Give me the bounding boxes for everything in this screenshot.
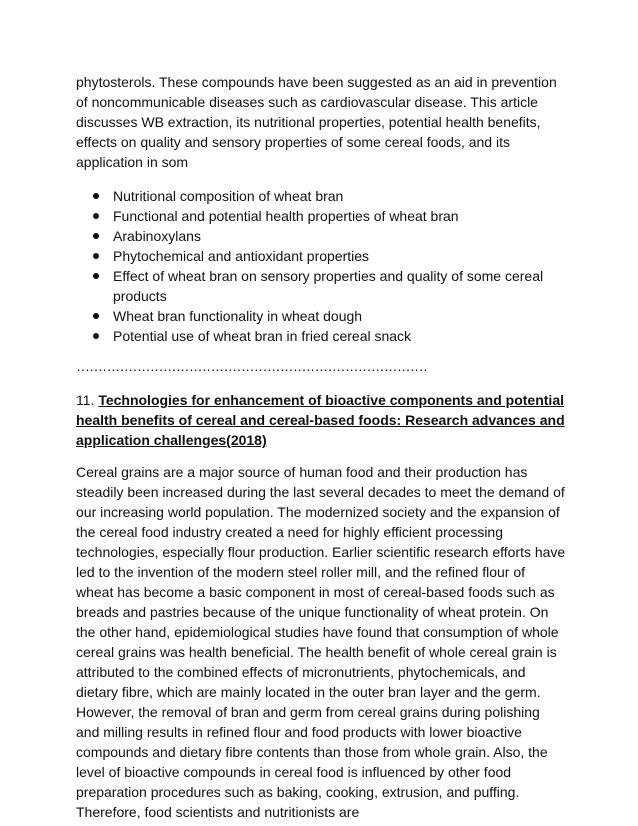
bullet-text: Wheat bran functionality in wheat dough (113, 308, 363, 324)
section-number: 11. (76, 392, 99, 408)
section-body-paragraph: Cereal grains are a major source of human food and their production has steadily been increased during the last several decades to meet the demand of our increasing world population. The modernized society and the expansion of the cereal food industry created a need for highly efficient processing technologies, especially flour production. Earlier scientific research efforts have led to the invention of the modern steel roller mill, and the refined flour of wheat has become a basic component in most of cereal-based foods such as breads and pastries because of the unique functionality of wheat protein. On the other hand, epidemiological studies have found that consumption of whole cereal grains was health beneficial. The health benefit of whole cereal grain is attributed to the combined effects of micronutrients, phytochemicals, and dietary fibre, which are mainly located in the outer bran layer and the germ. However, the removal of bran and germ from cereal grains during polishing and milling results in refined flour and food products with lower bioactive compounds and dietary fibre contents than those from whole grain. Also, the level of bioactive compounds in cereal food is influenced by other food preparation procedures such as baking, cooking, extrusion, and puffing. Therefore, food scientists and nutritionists are (76, 464, 566, 820)
bullet-text: Nutritional composition of wheat bran (113, 188, 344, 204)
intro-paragraph: phytosterols. These compounds have been suggested as an aid in prevention of noncommunicable diseases such as cardiovascular disease. This article discusses WB extraction, its nutritional properties, potential health benefits, effects on quality and sensory properties of some cereal foods, and its application in som (76, 74, 557, 170)
bullet-text: Potential use of wheat bran in fried cereal snack (113, 328, 412, 344)
bullet-dot-icon (93, 193, 99, 199)
bullet-item (76, 326, 566, 346)
bullet-item (76, 306, 566, 326)
bullet-dot-icon (93, 273, 99, 279)
bullet-dot-icon (93, 213, 99, 219)
bullet-text: Effect of wheat bran on sensory properties and quality of some cereal products (113, 268, 544, 304)
bullet-dot-icon (93, 253, 99, 259)
topic-bullet-list (76, 186, 566, 346)
dotted-separator: ……………………………………………………………………… (76, 358, 427, 374)
bullet-item (76, 186, 566, 206)
section-heading (76, 390, 566, 450)
bullet-item (76, 266, 566, 306)
bullet-text: Arabinoxylans (113, 228, 201, 244)
bullet-item (76, 226, 566, 246)
bullet-text: Functional and potential health properties of wheat bran (113, 208, 459, 224)
document-page (76, 72, 566, 822)
bullet-text: Phytochemical and antioxidant properties (113, 248, 370, 264)
section-title: Technologies for enhancement of bioactive components and potential health benefits of cereal and cereal-based foods: Research advances and application challenges(2018) (76, 392, 565, 448)
bullet-dot-icon (93, 233, 99, 239)
bullet-dot-icon (93, 313, 99, 319)
bullet-dot-icon (93, 333, 99, 339)
bullet-item (76, 206, 566, 226)
bullet-item (76, 246, 566, 266)
